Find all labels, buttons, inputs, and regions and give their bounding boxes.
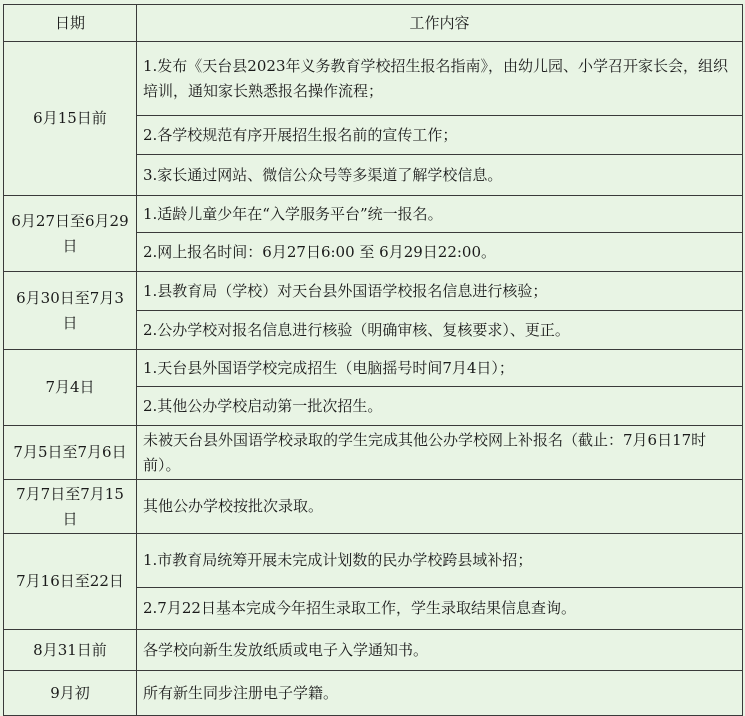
date-cell: 6月27日至6月29日 [4,196,137,272]
date-cell: 6月15日前 [4,42,137,196]
date-cell: 6月30日至7月3日 [4,272,137,350]
content-cell: 各学校向新生发放纸质或电子入学通知书。 [137,630,743,671]
date-cell: 7月4日 [4,350,137,426]
table-row [4,671,743,716]
content-cell: 1.天台县外国语学校完成招生（电脑摇号时间7月4日）； [137,350,743,387]
header-date: 日期 [4,5,137,42]
table-row [4,196,743,233]
content-cell: 2.其他公办学校启动第一批次招生。 [137,387,743,426]
content-cell: 1.县教育局（学校）对天台县外国语学校报名信息进行核验； [137,272,743,311]
content-cell: 所有新生同步注册电子学籍。 [137,671,743,716]
header-content: 工作内容 [137,5,743,42]
header-row [4,5,743,42]
content-cell: 其他公办学校按批次录取。 [137,480,743,534]
date-cell: 9月初 [4,671,137,716]
date-cell: 7月5日至7月6日 [4,426,137,480]
table-row [4,272,743,311]
date-cell: 7月7日至7月15日 [4,480,137,534]
date-cell: 7月16日至22日 [4,534,137,630]
table-row [4,350,743,387]
content-cell: 2.网上报名时间：6月27日6:00 至 6月29日22:00。 [137,233,743,272]
content-cell: 1.适龄儿童少年在“入学服务平台”统一报名。 [137,196,743,233]
schedule-table [3,4,743,716]
table-row [4,426,743,480]
table-row [4,480,743,534]
content-cell: 未被天台县外国语学校录取的学生完成其他公办学校网上补报名（截止：7月6日17时前）。 [137,426,743,480]
content-cell: 1.发布《天台县2023年义务教育学校招生报名指南》，由幼儿园、小学召开家长会，组织培训，通知家长熟悉报名操作流程； [137,42,743,116]
content-cell: 3.家长通过网站、微信公众号等多渠道了解学校信息。 [137,155,743,196]
content-cell: 2.各学校规范有序开展招生报名前的宣传工作； [137,116,743,155]
table-row [4,42,743,116]
table-row [4,534,743,588]
content-cell: 2.7月22日基本完成今年招生录取工作，学生录取结果信息查询。 [137,588,743,630]
content-cell: 2.公办学校对报名信息进行核验（明确审核、复核要求）、更正。 [137,311,743,350]
content-cell: 1.市教育局统筹开展未完成计划数的民办学校跨县域补招； [137,534,743,588]
date-cell: 8月31日前 [4,630,137,671]
table-row [4,630,743,671]
